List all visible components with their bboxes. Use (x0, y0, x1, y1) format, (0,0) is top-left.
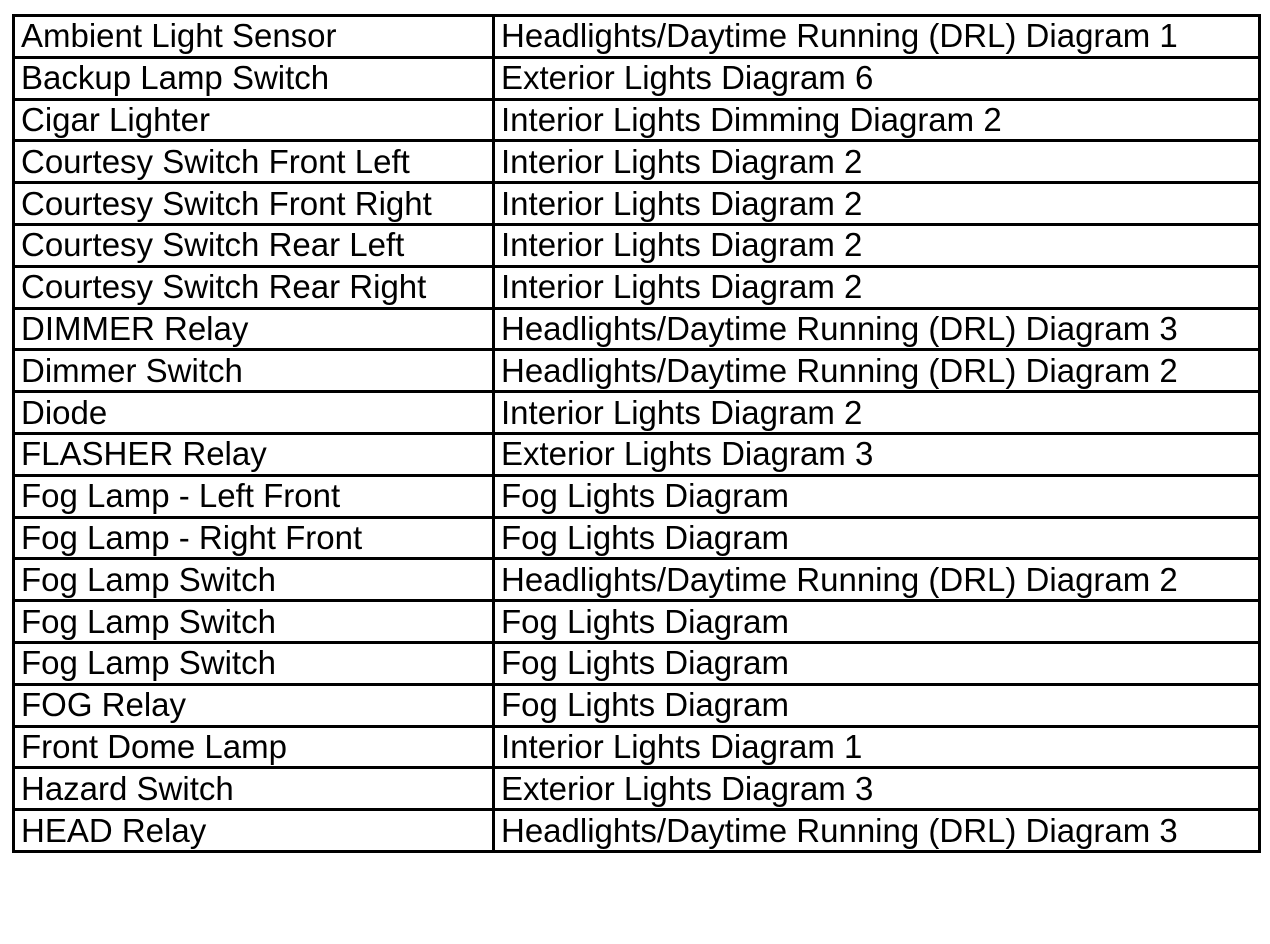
component-cell: Backup Lamp Switch (14, 57, 494, 99)
diagram-cell: Interior Lights Diagram 2 (494, 183, 1260, 225)
table-row (14, 475, 1260, 517)
table-row (14, 224, 1260, 266)
table-row (14, 141, 1260, 183)
table-row (14, 642, 1260, 684)
diagram-cell: Exterior Lights Diagram 3 (494, 433, 1260, 475)
component-diagram-table (12, 14, 1261, 853)
component-cell: Diode (14, 392, 494, 434)
diagram-cell: Fog Lights Diagram (494, 475, 1260, 517)
table-row (14, 517, 1260, 559)
diagram-cell: Interior Lights Diagram 1 (494, 726, 1260, 768)
table-row (14, 183, 1260, 225)
table-row (14, 601, 1260, 643)
component-cell: Courtesy Switch Front Right (14, 183, 494, 225)
component-cell: Hazard Switch (14, 768, 494, 810)
component-cell: Ambient Light Sensor (14, 16, 494, 58)
component-cell: Courtesy Switch Front Left (14, 141, 494, 183)
table-row (14, 768, 1260, 810)
diagram-cell: Headlights/Daytime Running (DRL) Diagram 2 (494, 559, 1260, 601)
table-row (14, 433, 1260, 475)
component-cell: Fog Lamp Switch (14, 642, 494, 684)
table-row (14, 57, 1260, 99)
diagram-cell: Interior Lights Diagram 2 (494, 266, 1260, 308)
component-cell: Courtesy Switch Rear Right (14, 266, 494, 308)
component-cell: Dimmer Switch (14, 350, 494, 392)
table-body (14, 16, 1260, 852)
table-row (14, 392, 1260, 434)
diagram-cell: Interior Lights Diagram 2 (494, 141, 1260, 183)
diagram-cell: Exterior Lights Diagram 3 (494, 768, 1260, 810)
diagram-cell: Headlights/Daytime Running (DRL) Diagram 1 (494, 16, 1260, 58)
component-cell: Courtesy Switch Rear Left (14, 224, 494, 266)
component-cell: Cigar Lighter (14, 99, 494, 141)
table-row (14, 350, 1260, 392)
diagram-cell: Interior Lights Diagram 2 (494, 224, 1260, 266)
component-cell: Fog Lamp - Left Front (14, 475, 494, 517)
table-row (14, 99, 1260, 141)
component-cell: FOG Relay (14, 684, 494, 726)
diagram-cell: Interior Lights Diagram 2 (494, 392, 1260, 434)
table-row (14, 810, 1260, 852)
table-row (14, 266, 1260, 308)
component-cell: DIMMER Relay (14, 308, 494, 350)
diagram-cell: Fog Lights Diagram (494, 517, 1260, 559)
component-cell: Fog Lamp Switch (14, 559, 494, 601)
diagram-cell: Exterior Lights Diagram 6 (494, 57, 1260, 99)
component-cell: HEAD Relay (14, 810, 494, 852)
table-row (14, 684, 1260, 726)
table-row (14, 559, 1260, 601)
component-cell: Front Dome Lamp (14, 726, 494, 768)
diagram-cell: Headlights/Daytime Running (DRL) Diagram 3 (494, 308, 1260, 350)
diagram-cell: Fog Lights Diagram (494, 684, 1260, 726)
component-cell: FLASHER Relay (14, 433, 494, 475)
component-cell: Fog Lamp - Right Front (14, 517, 494, 559)
diagram-cell: Fog Lights Diagram (494, 601, 1260, 643)
diagram-cell: Interior Lights Dimming Diagram 2 (494, 99, 1260, 141)
diagram-cell: Fog Lights Diagram (494, 642, 1260, 684)
component-cell: Fog Lamp Switch (14, 601, 494, 643)
diagram-cell: Headlights/Daytime Running (DRL) Diagram 2 (494, 350, 1260, 392)
table-row (14, 308, 1260, 350)
diagram-cell: Headlights/Daytime Running (DRL) Diagram 3 (494, 810, 1260, 852)
table-row (14, 16, 1260, 58)
table-row (14, 726, 1260, 768)
